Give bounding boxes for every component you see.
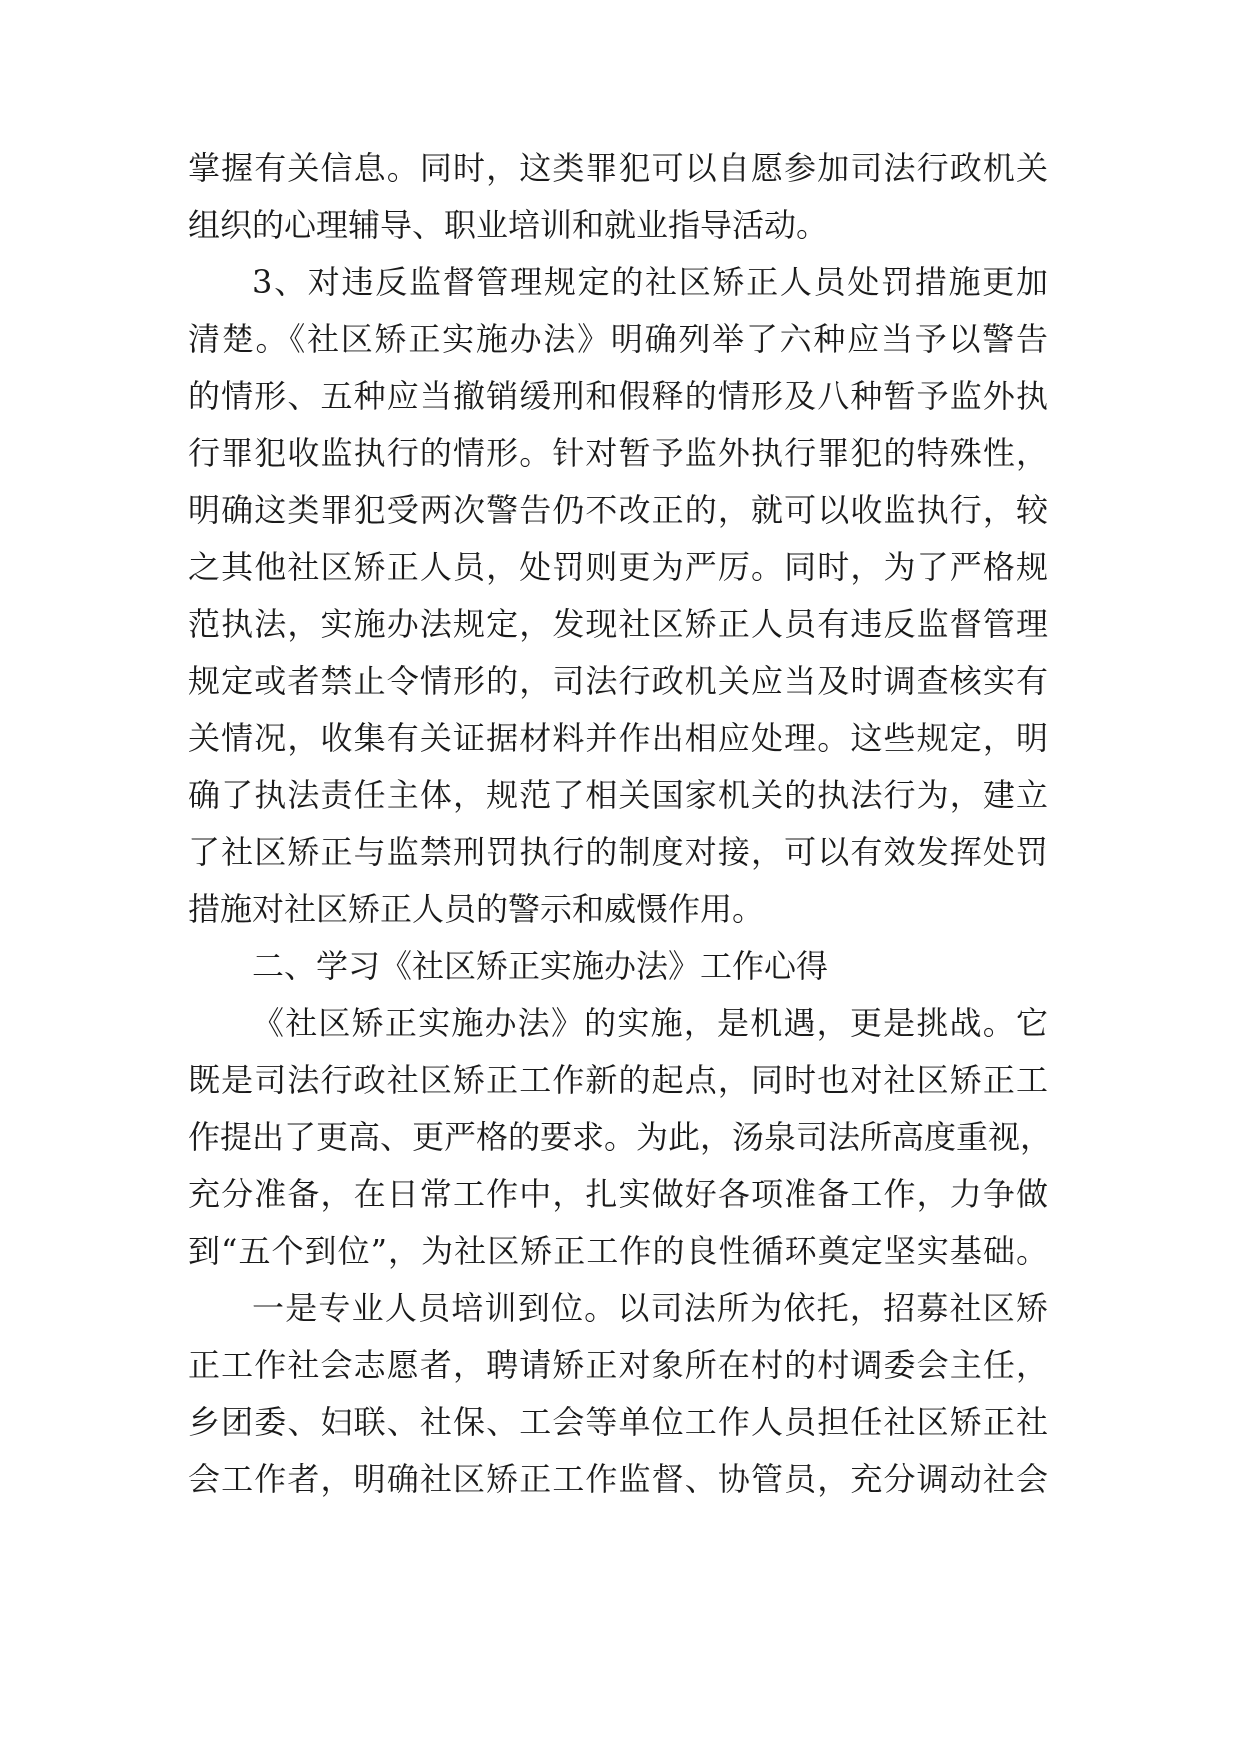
body-text-line: 会工作者，明确社区矫正工作监督、协管员，充分调动社会 [188,1460,1048,1498]
body-text-line: 作提出了更高、更严格的要求。为此，汤泉司法所高度重视， [188,1118,1053,1156]
body-text-line: 规定或者禁止令情形的，司法行政机关应当及时调查核实有 [188,662,1048,700]
body-text-line: 《社区矫正实施办法》的实施，是机遇，更是挑战。它 [252,1004,1048,1042]
body-text-line: 既是司法行政社区矫正工作新的起点，同时也对社区矫正工 [188,1061,1048,1099]
body-text-line: 到“五个到位”，为社区矫正工作的良性循环奠定坚实基础。 [188,1232,1048,1270]
body-text-line: 关情况，收集有关证据材料并作出相应处理。这些规定，明 [188,719,1048,757]
section-heading: 二、学习《社区矫正实施办法》工作心得 [252,947,829,985]
body-text-line: 了社区矫正与监禁刑罚执行的制度对接，可以有效发挥处罚 [188,833,1048,871]
body-text-line: 掌握有关信息。同时，这类罪犯可以自愿参加司法行政机关 [188,149,1048,187]
body-text-line: 清楚。《社区矫正实施办法》明确列举了六种应当予以警告 [188,320,1048,358]
body-text-line: 一是专业人员培训到位。以司法所为依托，招募社区矫 [252,1289,1048,1327]
body-text-line: 乡团委、妇联、社保、工会等单位工作人员担任社区矫正社 [188,1403,1048,1441]
body-text-line: 充分准备，在日常工作中，扎实做好各项准备工作，力争做 [188,1175,1048,1213]
body-text-line: 范执法，实施办法规定，发现社区矫正人员有违反监督管理 [188,605,1048,643]
body-text-line: 确了执法责任主体，规范了相关国家机关的执法行为，建立 [188,776,1048,814]
body-text-line: 行罪犯收监执行的情形。针对暂予监外执行罪犯的特殊性， [188,434,1048,472]
body-text-line: 措施对社区矫正人员的警示和威慑作用。 [188,890,765,928]
body-text-line: 正工作社会志愿者，聘请矫正对象所在村的村调委会主任， [188,1346,1048,1384]
body-text-line: 明确这类罪犯受两次警告仍不改正的，就可以收监执行，较 [188,491,1048,529]
body-text-line: 组织的心理辅导、职业培训和就业指导活动。 [188,206,829,244]
body-text-line: 的情形、五种应当撤销缓刑和假释的情形及八种暂予监外执 [188,377,1048,415]
section-heading-line: 3、对违反监督管理规定的社区矫正人员处罚措施更加 [252,263,1048,301]
body-text-line: 之其他社区矫正人员，处罚则更为严厉。同时，为了严格规 [188,548,1048,586]
